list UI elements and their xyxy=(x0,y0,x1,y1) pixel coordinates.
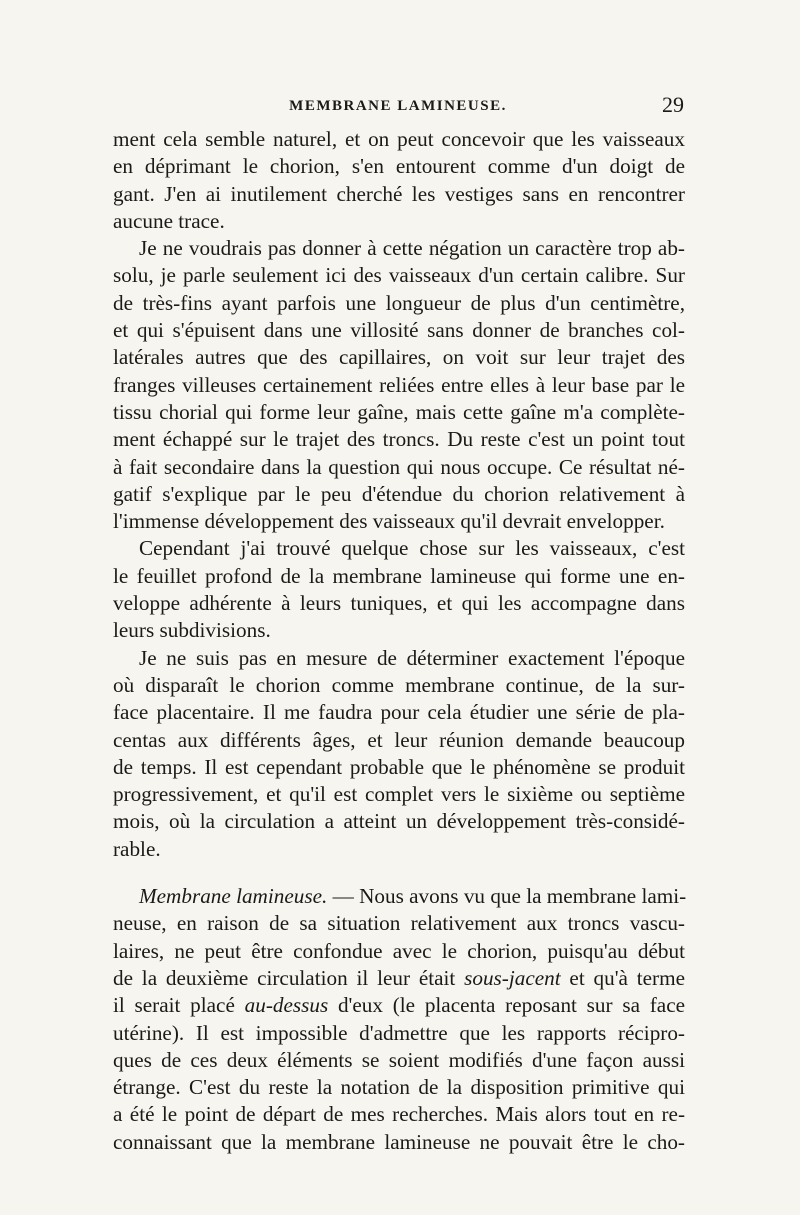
running-title: MEMBRANE LAMINEUSE. xyxy=(289,98,507,114)
body-text xyxy=(113,126,685,1156)
paragraph-1 xyxy=(113,126,685,235)
text-line: et qui s'épuisent dans une villosité sans donner de branches col- xyxy=(113,318,685,343)
section-spacer xyxy=(113,863,685,883)
text-line: rable. xyxy=(113,836,161,861)
text-line: gant. J'en ai inutilement cherché les vestiges sans en rencontrer xyxy=(113,181,685,206)
page-header xyxy=(112,92,684,120)
text-line: aucune trace. xyxy=(113,208,225,233)
text-line: mois, où la circulation a atteint un développement très-considé- xyxy=(113,809,685,834)
text-line: en déprimant le chorion, s'en entourent comme d'un doigt de xyxy=(113,154,685,179)
text-fragment: et qu'à terme xyxy=(560,965,685,990)
text-line: à fait secondaire dans la question qui nous occupe. Ce résultat né- xyxy=(113,454,685,479)
text-fragment: d'eux (le placenta reposant sur sa face xyxy=(328,993,686,1018)
text-line: connaissant que la membrane lamineuse ne pouvait être le cho- xyxy=(113,1129,685,1154)
text-line: Cependant j'ai trouvé quelque chose sur les vaisseaux, c'est xyxy=(139,536,685,561)
text-line xyxy=(113,883,685,910)
text-line: face placentaire. Il me faudra pour cela étudier une série de pla- xyxy=(113,700,685,725)
text-line xyxy=(113,965,685,992)
text-line: ment cela semble naturel, et on peut concevoir que les vaisseaux xyxy=(113,127,685,151)
text-line: Je ne suis pas en mesure de déterminer exactement l'époque xyxy=(139,645,685,670)
text-line: tissu chorial qui forme leur gaîne, mais cette gaîne m'a complète- xyxy=(113,399,685,424)
text-line: utérine). Il est impossible d'admettre que les rapports récipro- xyxy=(113,1020,685,1045)
text-line: leurs subdivisions. xyxy=(113,618,271,643)
em-dash: — xyxy=(327,884,360,909)
paragraph-3 xyxy=(113,535,685,644)
section-heading: Membrane lamineuse. xyxy=(139,884,328,909)
text-line: Je ne voudrais pas donner à cette négation un caractère trop ab- xyxy=(139,236,685,261)
text-line: de très-fins ayant parfois une longueur de plus d'un centimètre, xyxy=(113,290,685,315)
text-line: le feuillet profond de la membrane lamineuse qui forme une en- xyxy=(113,563,685,588)
text-line: étrange. C'est du reste la notation de la disposition primitive qui xyxy=(113,1075,685,1100)
text-line: laires, ne peut être confondue avec le chorion, puisqu'au début xyxy=(113,938,685,963)
paragraph-2 xyxy=(113,235,685,535)
text-line: ment échappé sur le trajet des troncs. Du reste c'est un point tout xyxy=(113,427,685,452)
section-membrane-lamineuse xyxy=(113,883,685,1156)
text-line xyxy=(113,992,685,1019)
text-fragment: Nous avons vu que la membrane lami- xyxy=(359,884,687,909)
text-line: progressivement, et qu'il est complet vers le sixième ou septième xyxy=(113,782,685,807)
text-fragment: il serait placé xyxy=(113,993,245,1018)
text-line: gatif s'explique par le peu d'étendue du chorion relativement à xyxy=(113,481,685,506)
page-number: 29 xyxy=(662,92,684,117)
emphasis: sous-jacent xyxy=(464,965,561,990)
text-line: centas aux différents âges, et leur réunion demande beaucoup xyxy=(113,727,685,752)
text-line: latérales autres que des capillaires, on voit sur leur trajet des xyxy=(113,345,685,370)
text-line: de temps. Il est cependant probable que le phénomène se produit xyxy=(113,754,685,779)
text-line: où disparaît le chorion comme membrane continue, de la sur- xyxy=(113,672,685,697)
text-line: veloppe adhérente à leurs tuniques, et qui les accompagne dans xyxy=(113,591,685,616)
text-line: ques de ces deux éléments se soient modifiés d'une façon aussi xyxy=(113,1047,685,1072)
text-line: a été le point de départ de mes recherches. Mais alors tout en re- xyxy=(113,1102,685,1127)
emphasis: au-dessus xyxy=(244,993,329,1018)
paragraph-4 xyxy=(113,645,685,863)
text-line: solu, je parle seulement ici des vaisseaux d'un certain calibre. Sur xyxy=(113,263,685,288)
text-line: neuse, en raison de sa situation relativement aux troncs vascu- xyxy=(113,911,685,936)
text-fragment: de la deuxième circulation il leur était xyxy=(113,965,465,990)
text-line: l'immense développement des vaisseaux qu'il devrait envelopper. xyxy=(113,509,665,534)
text-line: franges villeuses certainement reliées entre elles à leur base par le xyxy=(113,372,685,397)
